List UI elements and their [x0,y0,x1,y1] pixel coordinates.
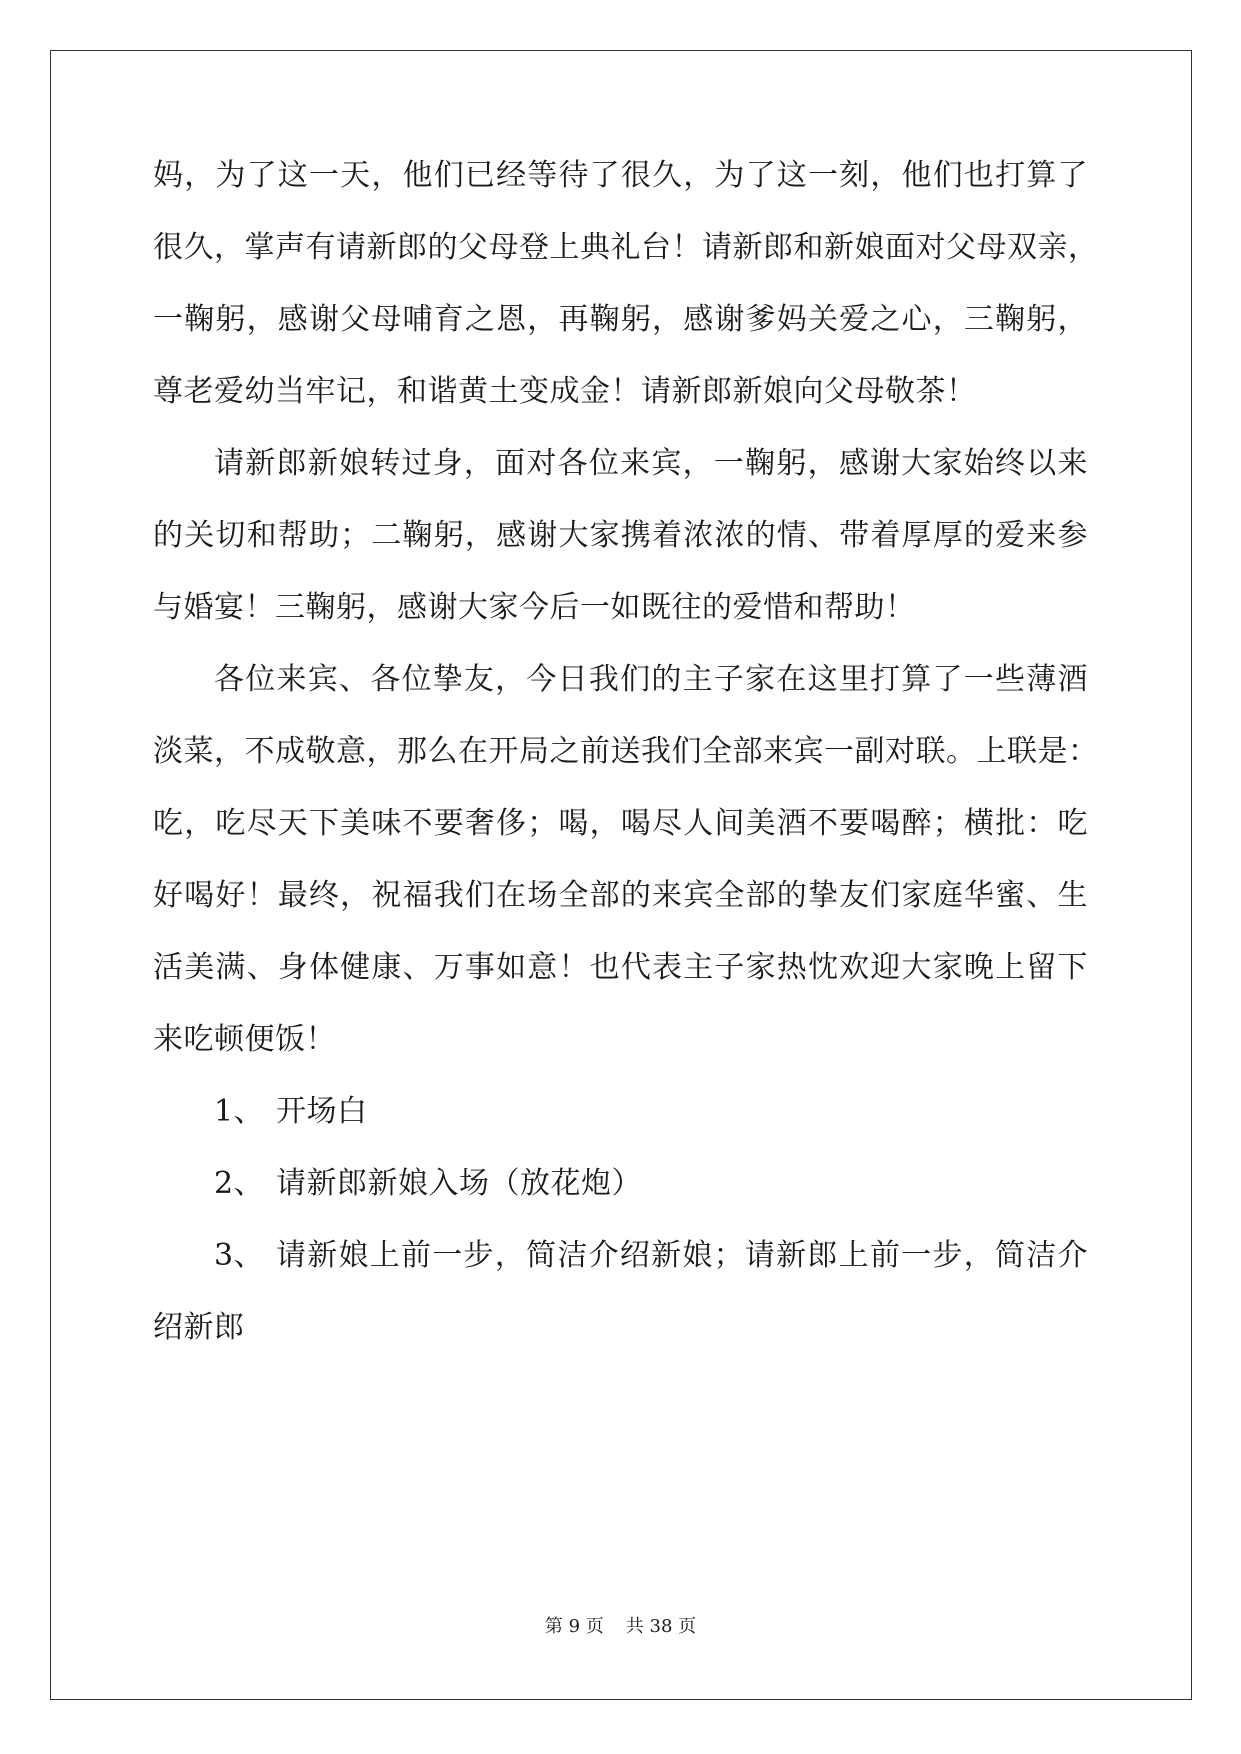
paragraph-line: 的关切和帮助；二鞠躬，感谢大家携着浓浓的情、带着厚厚的爱来参 [153,518,1088,553]
list-item-number: 2、 [214,1166,265,1201]
page-border [50,50,1192,1700]
list-item-text: 请新娘上前一步，简洁介绍新娘；请新郎上前一步，简洁介 [276,1238,1088,1273]
list-item-continuation: 绍新郎 [153,1310,245,1345]
page-number: 第 9 页 [544,1616,604,1637]
paragraph-line: 淡菜，不成敬意，那么在开局之前送我们全部来宾一副对联。上联是： [153,734,1099,769]
list-item-text: 请新郎新娘入场（放花炮） [276,1166,642,1201]
list-item-number: 1、 [214,1094,265,1129]
paragraph-line: 来吃顿便饭！ [153,1022,336,1057]
paragraph-line: 活美满、身体健康、万事如意！也代表主子家热忱欢迎大家晚上留下 [153,950,1088,985]
list-item-text: 开场白 [276,1094,368,1129]
paragraph-line: 吃，吃尽天下美味不要奢侈；喝，喝尽人间美酒不要喝醉；横批：吃 [153,806,1088,841]
paragraph-line: 与婚宴！三鞠躬，感谢大家今后一如既往的爱惜和帮助！ [153,590,916,625]
page-footer [0,1616,1241,1638]
list-item-number: 3、 [214,1238,265,1273]
paragraph-line: 一鞠躬，感谢父母哺育之恩，再鞠躬，感谢爹妈关爱之心，三鞠躬， [153,302,1088,337]
paragraph-line: 好喝好！最终，祝福我们在场全部的来宾全部的挚友们家庭华蜜、生 [153,878,1088,913]
paragraph-line: 尊老爱幼当牢记，和谐黄土变成金！请新郎新娘向父母敬茶！ [153,374,977,409]
page-total: 共 38 页 [625,1616,697,1637]
paragraph-line: 各位来宾、各位挚友，今日我们的主子家在这里打算了一些薄酒 [214,662,1088,697]
paragraph-line: 很久，掌声有请新郎的父母登上典礼台！请新郎和新娘面对父母双亲， [153,230,1099,265]
paragraph-line: 请新郎新娘转过身，面对各位来宾，一鞠躬，感谢大家始终以来 [214,446,1088,481]
paragraph-line: 妈，为了这一天，他们已经等待了很久，为了这一刻，他们也打算了 [153,158,1088,193]
